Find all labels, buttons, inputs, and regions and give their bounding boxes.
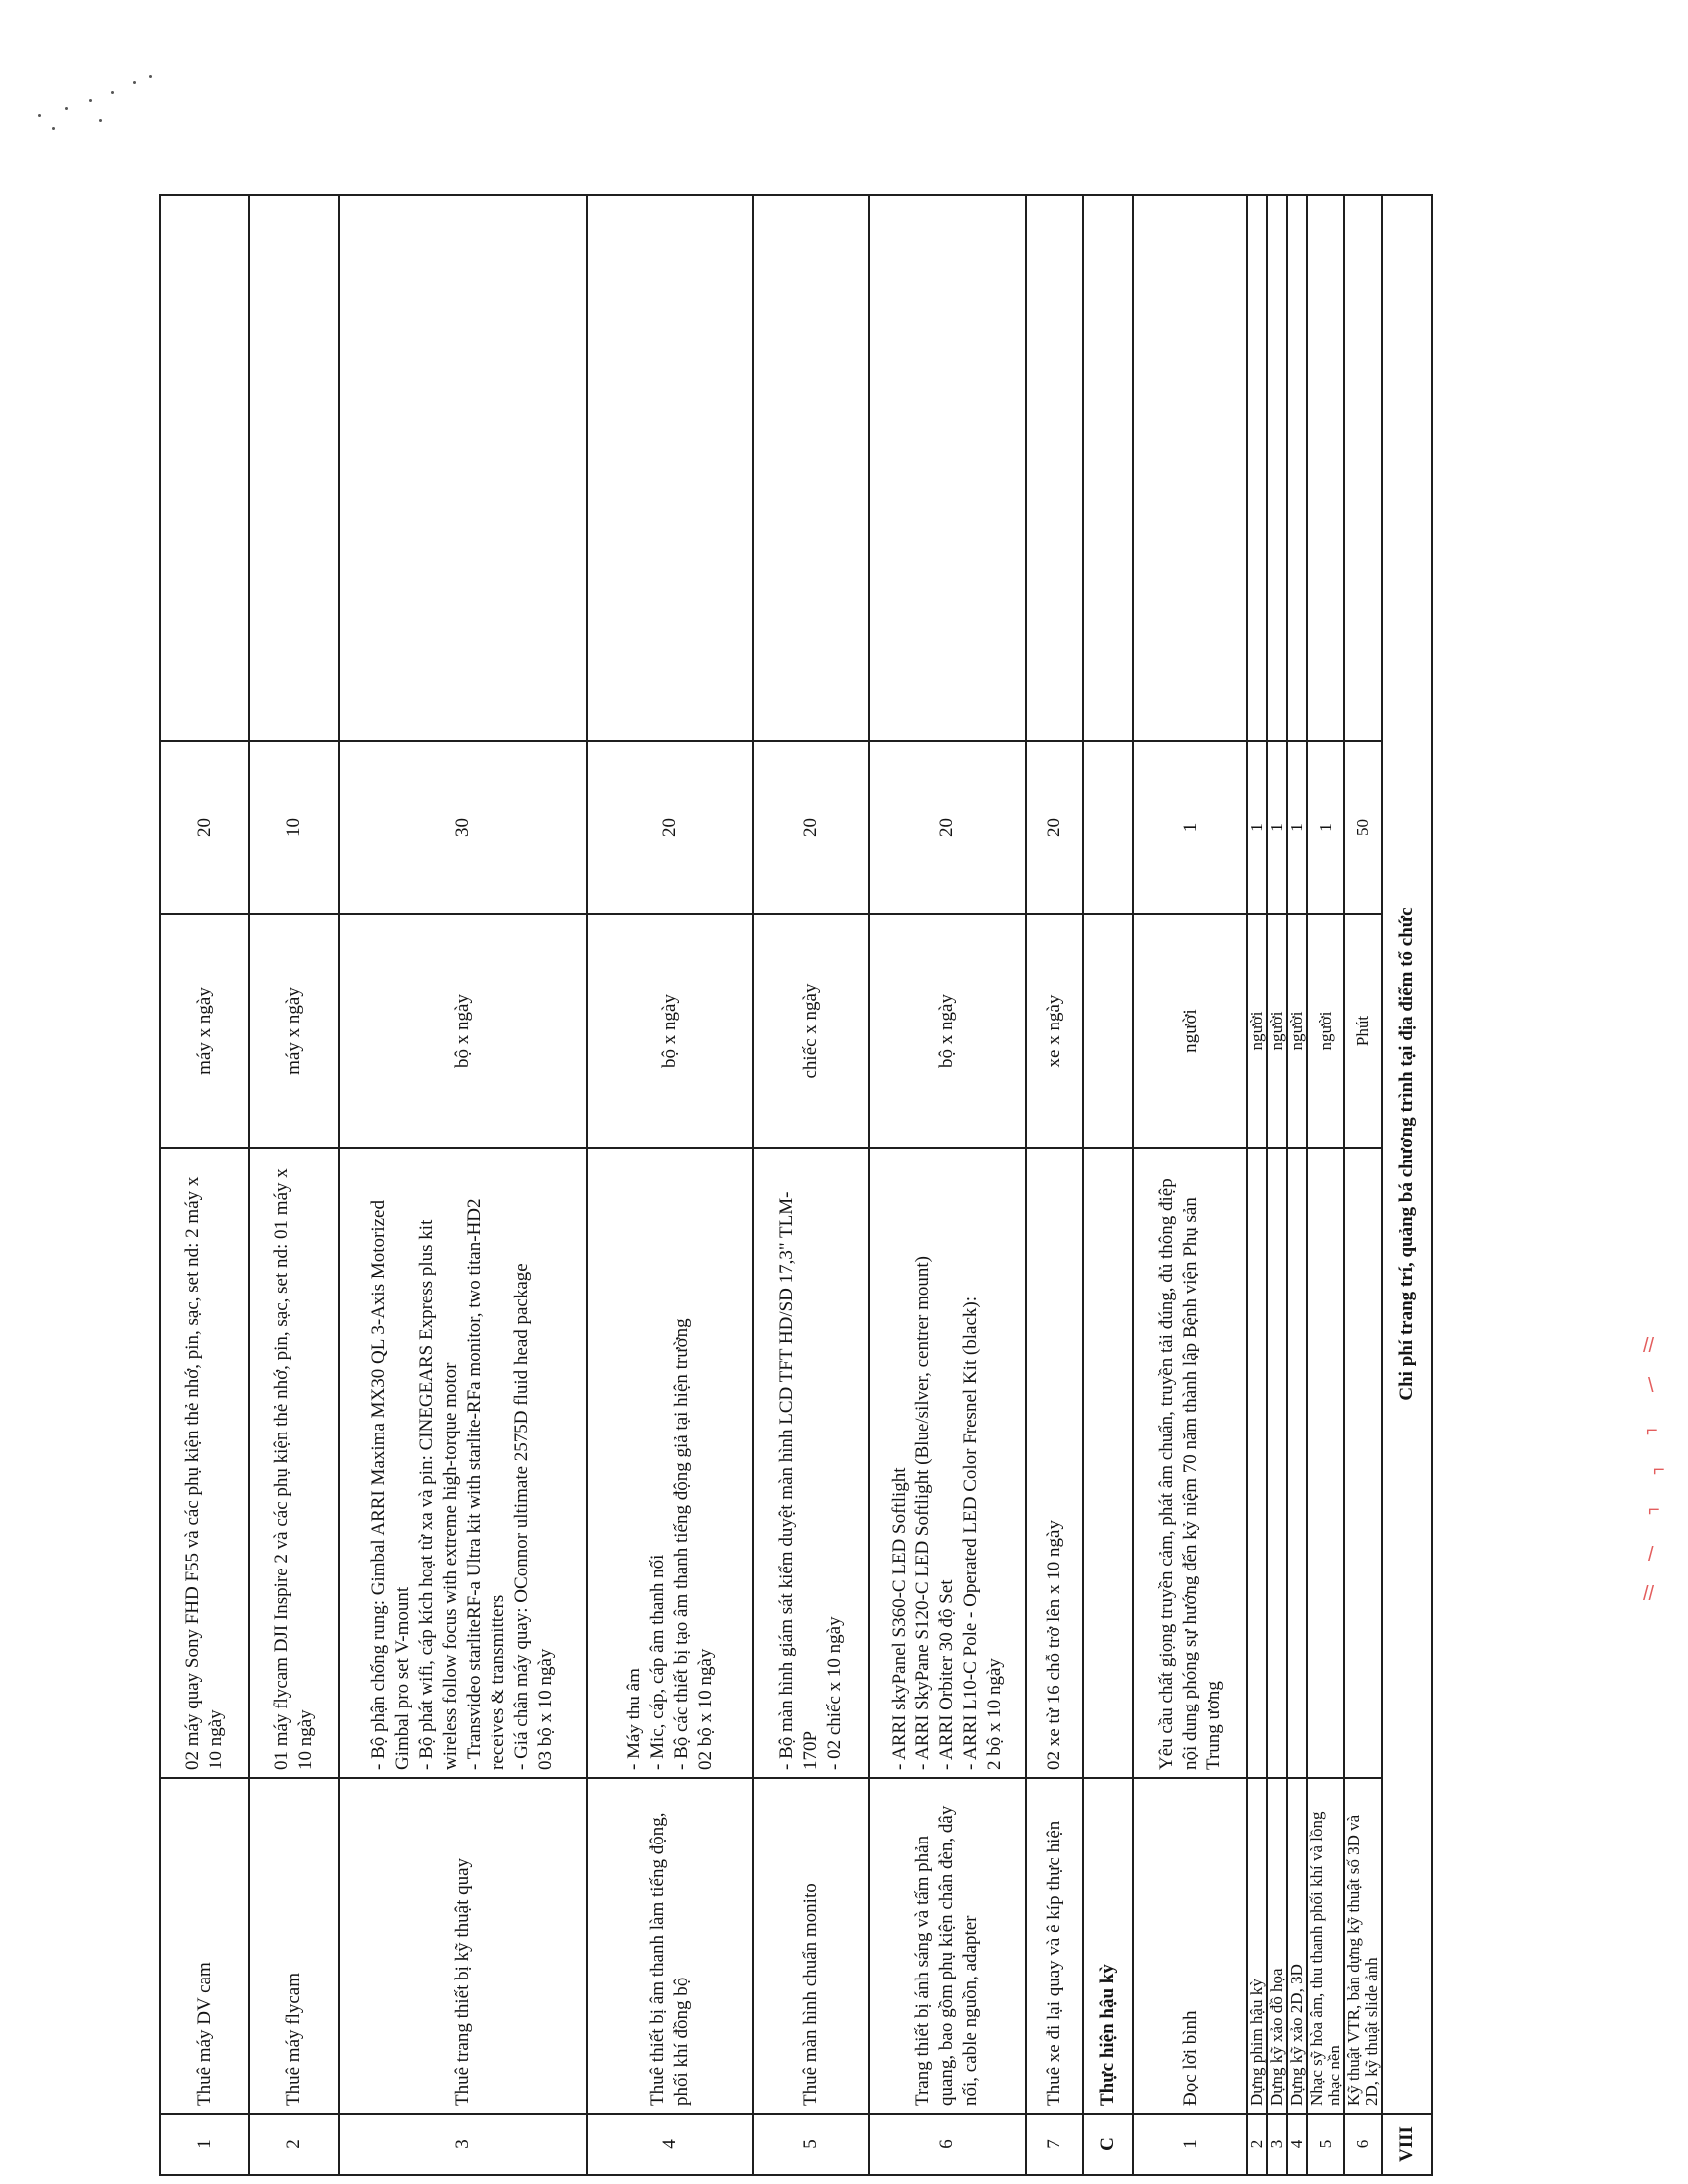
section-title: Chi phí trang trí, quảng bá chương trình tại địa điểm tổ chức: [1382, 195, 1432, 2114]
empty-cell: [1133, 195, 1247, 741]
item-spec: - Máy thu âm - Mic, cáp, cáp âm thanh nối - Bộ các thiết bị tạo âm thanh tiếng động giả tại hiện trường 02 bộ x 10 ngày: [587, 1148, 753, 1778]
table-row: [1247, 195, 1267, 2175]
row-number: 5: [1307, 2114, 1344, 2175]
empty-cell: [249, 195, 339, 741]
item-quantity: 30: [339, 741, 587, 914]
item-quantity: 1: [1247, 741, 1267, 914]
item-quantity: 1: [1307, 741, 1344, 914]
empty-cell: [1083, 1148, 1133, 1778]
empty-cell: [753, 195, 869, 741]
row-number: 4: [1287, 2114, 1307, 2175]
section-number: C: [1083, 2114, 1133, 2175]
item-spec: 01 máy flycam DJI Inspire 2 và các phụ kiện thẻ nhớ, pin, sạc, set nd: 01 máy x 10 ngày: [249, 1148, 339, 1778]
rotated-table-page: [159, 196, 1484, 2176]
item-name: Thuê xe đi lại quay và ê kíp thực hiện: [1026, 1778, 1083, 2114]
item-unit: Phút: [1344, 914, 1382, 1148]
table-row: [587, 195, 753, 2175]
item-unit: xe x ngày: [1026, 914, 1083, 1148]
section-title: Thực hiện hậu kỳ: [1083, 1778, 1133, 2114]
item-unit: người: [1247, 914, 1267, 1148]
table-row: [753, 195, 869, 2175]
item-unit: bộ x ngày: [869, 914, 1026, 1148]
item-spec: Yêu cầu chất giọng truyền cảm, phát âm chuẩn, truyền tải đúng, đủ thông điệp nội dung phóng sự hướng đến kỷ niệm 70 năm thành lập Bệnh viện Phụ sản Trung ương: [1133, 1148, 1247, 1778]
item-quantity: 1: [1287, 741, 1307, 914]
item-name: Thuê máy flycam: [249, 1778, 339, 2114]
row-number: 7: [1026, 2114, 1083, 2175]
item-unit: người: [1307, 914, 1344, 1148]
empty-cell: [1267, 1148, 1287, 1778]
empty-cell: [1287, 195, 1307, 741]
empty-cell: [1083, 741, 1133, 914]
empty-cell: [1307, 195, 1344, 741]
item-name: Kỹ thuật VTR, bản dựng kỹ thuật số 3D và 2D, kỹ thuật slide ảnh: [1344, 1778, 1382, 2114]
table-row: [339, 195, 587, 2175]
item-unit: người: [1267, 914, 1287, 1148]
row-number: 1: [1133, 2114, 1247, 2175]
item-quantity: 20: [587, 741, 753, 914]
item-name: Dựng phim hậu kỳ: [1247, 1778, 1267, 2114]
row-number: 2: [249, 2114, 339, 2175]
item-spec: - Bộ màn hình giám sát kiểm duyệt màn hình LCD TFT HD/SD 17,3" TLM-170P - 02 chiếc x 10 ngày: [753, 1148, 869, 1778]
item-quantity: 20: [160, 741, 249, 914]
empty-cell: [1267, 195, 1287, 741]
empty-cell: [160, 195, 249, 741]
item-quantity: 50: [1344, 741, 1382, 914]
table-row: [1307, 195, 1344, 2175]
empty-cell: [1287, 1148, 1307, 1778]
empty-cell: [1026, 195, 1083, 741]
item-unit: bộ x ngày: [587, 914, 753, 1148]
item-spec: - Bộ phận chống rung: Gimbal ARRI Maxima MX30 QL 3-Axis Motorized Gimbal pro set V-mount - Bộ phát wifi, cáp kích hoạt từ xa và pin: CINEGEARS Express plus kit wireless follow focus with extreme high-torque motor - Transvideo starliteRF-a Ultra kit with starlite-RFa monitor, two titan-HD2 receives & transmitters - Giá chân máy quay: OConnor ultimate 2575D fluid head package 03 bộ x 10 ngày: [339, 1148, 587, 1778]
row-number: 3: [339, 2114, 587, 2175]
item-spec: 02 xe từ 16 chỗ trở lên x 10 ngày: [1026, 1148, 1083, 1778]
table-row: [869, 195, 1026, 2175]
table-row: [1344, 195, 1382, 2175]
empty-cell: [1247, 1148, 1267, 1778]
table-row: [160, 195, 249, 2175]
item-name: Thuê thiết bị âm thanh làm tiếng động, phối khí đồng bộ: [587, 1778, 753, 2114]
item-name: Dựng kỹ xảo đồ họa: [1267, 1778, 1287, 2114]
item-name: Dựng kỹ xảo 2D, 3D: [1287, 1778, 1307, 2114]
item-unit: người: [1133, 914, 1247, 1148]
item-quantity: 20: [869, 741, 1026, 914]
item-quantity: 20: [753, 741, 869, 914]
table-row: [249, 195, 339, 2175]
cost-table: [159, 194, 1433, 2176]
table-row: [1133, 195, 1247, 2175]
item-name: Nhạc sỹ hòa âm, thu thanh phối khí và lồng nhạc nền: [1307, 1778, 1344, 2114]
item-name: Đọc lời bình: [1133, 1778, 1247, 2114]
empty-cell: [587, 195, 753, 741]
row-number: 6: [869, 2114, 1026, 2175]
row-number: 5: [753, 2114, 869, 2175]
item-name: Trang thiết bị ánh sáng và tấm phản quang, bao gồm phụ kiện chân đèn, dây nối, cable nguồn, adapter: [869, 1778, 1026, 2114]
row-number: 2: [1247, 2114, 1267, 2175]
item-quantity: 1: [1133, 741, 1247, 914]
row-number: 6: [1344, 2114, 1382, 2175]
table-row: [1026, 195, 1083, 2175]
section-row: [1382, 195, 1432, 2175]
item-name: Thuê máy DV cam: [160, 1778, 249, 2114]
item-quantity: 10: [249, 741, 339, 914]
item-unit: máy x ngày: [160, 914, 249, 1148]
item-name: Thuê màn hình chuẩn monito: [753, 1778, 869, 2114]
item-spec: 02 máy quay Sony FHD F55 và các phụ kiện thẻ nhớ, pin, sạc, set nd: 2 máy x 10 ngày: [160, 1148, 249, 1778]
empty-cell: [1344, 1148, 1382, 1778]
item-unit: chiếc x ngày: [753, 914, 869, 1148]
row-number: 1: [160, 2114, 249, 2175]
table-row: [1287, 195, 1307, 2175]
empty-cell: [869, 195, 1026, 741]
item-spec: - ARRI skyPanel S360-C LED Softlight - ARRI SkyPane S120-C LED Softlight (Blue/silver, centrer mount) - ARRI Orbiter 30 độ Set - ARRI L10-C Pole - Operated LED Color Fresnel Kit (black): 2 bộ x 10 ngày: [869, 1148, 1026, 1778]
empty-cell: [339, 195, 587, 741]
empty-cell: [1344, 195, 1382, 741]
item-unit: người: [1287, 914, 1307, 1148]
item-quantity: 20: [1026, 741, 1083, 914]
table-row: [1267, 195, 1287, 2175]
row-number: 4: [587, 2114, 753, 2175]
empty-cell: [1247, 195, 1267, 741]
item-quantity: 1: [1267, 741, 1287, 914]
item-name: Thuê trang thiết bị kỹ thuật quay: [339, 1778, 587, 2114]
empty-cell: [1307, 1148, 1344, 1778]
empty-cell: [1083, 914, 1133, 1148]
row-number: 3: [1267, 2114, 1287, 2175]
section-number: VIII: [1382, 2114, 1432, 2175]
empty-cell: [1083, 195, 1133, 741]
item-unit: máy x ngày: [249, 914, 339, 1148]
section-row: [1083, 195, 1133, 2175]
item-unit: bộ x ngày: [339, 914, 587, 1148]
